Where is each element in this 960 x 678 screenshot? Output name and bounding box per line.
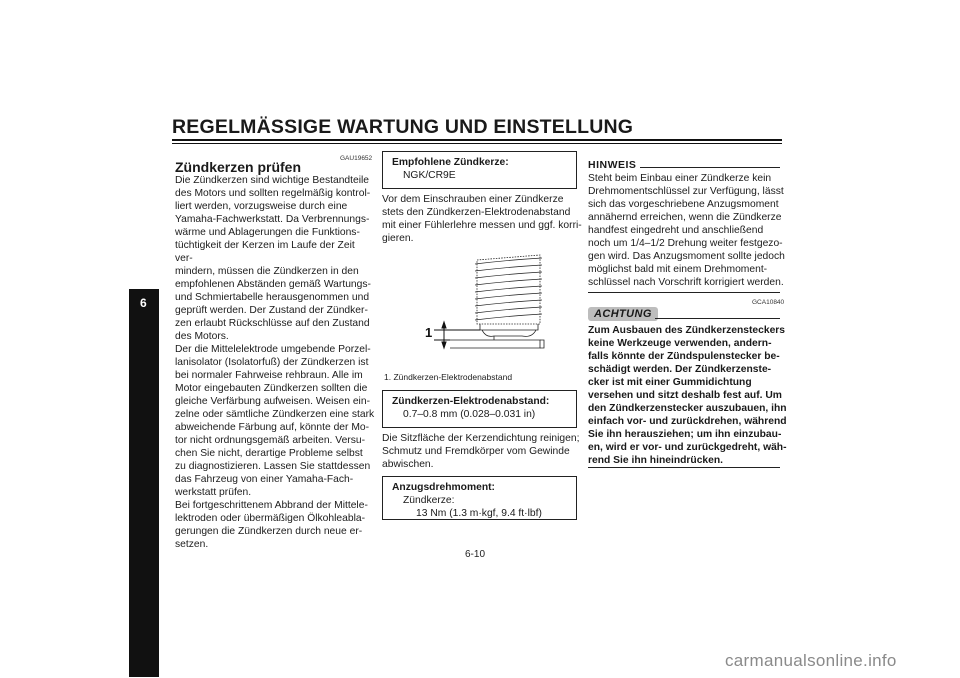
text-line: zen erlaubt Rückschlüsse auf den Zustand — [175, 318, 370, 329]
text-line: schädigt werden. Der Zündkerzenste- — [588, 364, 772, 375]
title-rule-thin — [172, 143, 782, 144]
note-end-rule — [588, 292, 780, 293]
text-line: Steht beim Einbau einer Zündkerze kein — [588, 173, 772, 184]
text-line: den Zündkerzenstecker auszubauen, ihn — [588, 403, 787, 414]
section-heading: Zündkerzen prüfen — [175, 159, 302, 175]
text-line: Vor dem Einschrauben einer Zündkerze — [382, 194, 564, 205]
text-line: handfest eingedreht und anschließend — [588, 225, 764, 236]
text-line: zu diagnostizieren. Lassen Sie stattdessen — [175, 461, 371, 472]
page-number: 6-10 — [465, 549, 486, 560]
text-line: möglichst bald mit einem Drehmoment- — [588, 264, 768, 275]
text-line: schlüssel nach Vorschrift korrigiert werden. — [588, 277, 784, 288]
text-line: liert werden, vorzugsweise durch eine — [175, 201, 348, 212]
text-line: Bei fortgeschrittenem Abbrand der Mittele- — [175, 500, 368, 511]
warning-end-rule — [588, 467, 780, 468]
text-line: rend Sie ihn hineindrücken. — [588, 455, 724, 466]
text-line: geprüft werden. Der Zustand der Zündker- — [175, 305, 368, 316]
note-label: HINWEIS — [588, 159, 637, 171]
text-line: falls könnte der Zündspulenstecker be- — [588, 351, 780, 362]
text-line: setzen. — [175, 539, 209, 550]
box-label: Zündkerzen-Elektrodenabstand: — [392, 396, 550, 407]
text-line: abweichende Färbung auf, könnte der Mo- — [175, 422, 370, 433]
text-line: gleiche Verfärbung aufweisen. Weisen ein- — [175, 396, 370, 407]
page-title: REGELMÄSSIGE WARTUNG UND EINSTELLUNG — [172, 116, 634, 138]
text-line: tüchtigkeit der Kerzen im Laufe der Zeit ver- — [175, 240, 355, 264]
text-line: Die Sitzfläche der Kerzendichtung reinigen; — [382, 433, 580, 444]
torque-spec-box — [382, 476, 577, 520]
text-line: gieren. — [382, 233, 414, 244]
text-line: Die Zündkerzen sind wichtige Bestandteile — [175, 175, 370, 186]
box-value: 13 Nm (1.3 m·kgf, 9.4 ft·lbf) — [416, 508, 542, 519]
text-line: keine Werkzeuge verwenden, andern- — [588, 338, 772, 349]
text-line: bei normaler Fahrweise rehbraun. Alle im — [175, 370, 363, 381]
title-rule — [172, 139, 782, 141]
box-value: 0.7–0.8 mm (0.028–0.031 in) — [403, 409, 536, 420]
text-line: mindern, müssen die Zündkerzen in den — [175, 266, 359, 277]
text-line: einfach vor- und zurückdrehen, während — [588, 416, 787, 427]
electrode-gap-spec-box — [382, 390, 577, 428]
text-line: Motor eingebauten Zündkerzen sollten die — [175, 383, 368, 394]
box-label: Anzugsdrehmoment: — [392, 482, 495, 493]
text-line: wärme und Ablagerungen die Funktions- — [175, 227, 360, 238]
text-line: cker ist mit einer Gummidichtung — [588, 377, 752, 388]
text-line: des Motors. — [175, 331, 229, 342]
spark-plug-spec-box — [382, 151, 577, 189]
warning-text — [588, 324, 788, 467]
text-line: und Schmiertabelle herausgenommen und — [175, 292, 370, 303]
middle-paragraph-1 — [382, 193, 582, 245]
text-line: Schmutz und Fremdkörper vom Gewinde — [382, 446, 570, 457]
text-line: noch um 1/4–1/2 Drehung weiter festgezo- — [588, 238, 783, 249]
figure-caption: 1. Zündkerzen-Elektrodenabstand — [384, 372, 513, 382]
text-line: das Fahrzeug von einer Yamaha-Fach- — [175, 474, 354, 485]
text-line: annähernd erreichen, wenn die Zündkerze — [588, 212, 782, 223]
warning-rule — [655, 318, 780, 319]
text-line: abwischen. — [382, 459, 434, 470]
note-text — [588, 172, 788, 289]
chapter-tab — [129, 289, 159, 677]
text-line: chen Sie nicht, derartige Probleme selbst — [175, 448, 363, 459]
text-line: Drehmomentschlüssel zur Verfügung, lässt — [588, 186, 784, 197]
middle-paragraph-2 — [382, 432, 582, 471]
text-line: empfohlenen Abständen gemäß Wartungs- — [175, 279, 371, 290]
text-line: gerungen die Zündkerzen durch neue er- — [175, 526, 363, 537]
text-line: stets den Zündkerzen-Elektrodenabstand — [382, 207, 571, 218]
left-body-text — [175, 174, 375, 551]
warning-label: ACHTUNG — [588, 307, 658, 321]
text-line: lektroden oder übermäßigen Ölkohleabla- — [175, 513, 366, 524]
text-line: Der die Mittelelektrode umgebende Porzel- — [175, 344, 371, 355]
chapter-number: 6 — [140, 296, 147, 310]
text-line: Yamaha-Fachwerkstatt. Da Verbrennungs- — [175, 214, 370, 225]
text-line: Zum Ausbauen des Zündkerzensteckers — [588, 325, 786, 336]
box-label: Empfohlene Zündkerze: — [392, 157, 509, 168]
text-line: sich das vorgeschriebene Anzugsmoment — [588, 199, 779, 210]
text-line: tor nicht ordnungsgemäß arbeiten. Versu- — [175, 435, 366, 446]
text-line: en, wird er vor- und zurückgedreht, wäh- — [588, 442, 787, 453]
text-line: lanisolator (Isolatorfuß) der Zündkerzen ist — [175, 357, 369, 368]
text-line: versehen und sitzt deshalb fest auf. Um — [588, 390, 782, 401]
figure-callout-1: 1 — [425, 325, 433, 340]
warning-code: GCA10840 — [752, 299, 785, 306]
text-line: gen wird. Das Anzugsmoment sollte jedoch — [588, 251, 785, 262]
note-rule — [640, 167, 780, 168]
text-line: zelne oder sämtliche Zündkerzen eine stark — [175, 409, 375, 420]
text-line: werkstatt prüfen. — [175, 487, 252, 498]
watermark: carmanualsonline.info — [725, 651, 897, 670]
text-line: Sie ihn herausziehen; um ihn einzubau- — [588, 429, 782, 440]
box-value: NGK/CR9E — [403, 170, 456, 181]
section-code: GAU19652 — [340, 155, 373, 162]
spark-plug-illustration — [420, 252, 570, 357]
text-line: mit einer Fühlerlehre messen und ggf. korri- — [382, 220, 582, 231]
text-line: des Motors und sollten regelmäßig kontrol- — [175, 188, 371, 199]
box-sublabel: Zündkerze: — [403, 495, 455, 506]
